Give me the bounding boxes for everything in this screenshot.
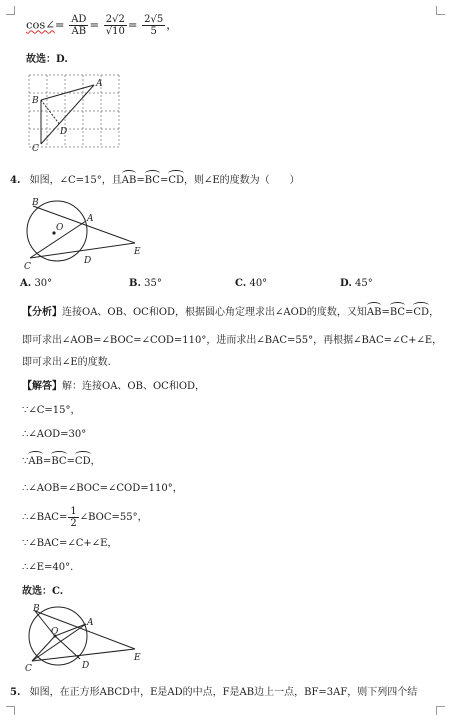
option-a[interactable]: A. 30° (20, 278, 53, 289)
question-4: 4. 如图，∠C=15°，且AB=BC=CD，则∠E的度数为（ ） (10, 175, 300, 186)
corner-mark-bottom-left (6, 706, 15, 715)
option-b[interactable]: B. 35° (129, 278, 162, 289)
solution-step-6: ∵∠BAC=∠C+∠E， (22, 538, 118, 549)
circle1-label-e: E (134, 247, 141, 257)
analysis-line-3: 即可求出∠E的度数. (22, 357, 111, 368)
cos-prefix: cos∠ (26, 17, 55, 32)
option-d[interactable]: D. 45° (340, 278, 373, 289)
fraction-one-half: $\frac{1}{2}$ (70, 506, 77, 529)
circle1-label-b: B (32, 198, 39, 208)
question-5: 5. 如图，在正方形ABCD中，E是AD的中点，F是AB边上一点，BF=3AF，则下列四个结 (10, 687, 418, 698)
grid-triangle-figure (24, 72, 124, 162)
choose-c: 故选：C. (22, 586, 64, 597)
circle2-label-b: B (33, 604, 40, 614)
fraction-2root2: $\frac{2√2}{√10}$ (105, 14, 125, 37)
circle1-label-o: O (56, 223, 64, 233)
option-c[interactable]: C. 40° (235, 278, 268, 289)
solution-step-5: ∴∠BAC= $\frac{1}{2}$ ∠BOC=55°， (22, 506, 148, 529)
solution-step-7: ∴∠E=40°． (22, 562, 81, 573)
choose-d: 故选：D. (26, 54, 68, 65)
circle1-label-d: D (84, 256, 92, 266)
circle2-label-d: D (82, 661, 90, 671)
solution-step-4: ∴∠AOB=∠BOC=∠COD=110°， (22, 483, 183, 494)
corner-mark-top-right (436, 6, 445, 15)
analysis-line-1: 【分析】连接OA、OB、OC和OD，根据圆心角定理求出∠AOD的度数，又知AB=BC=CD， (22, 307, 440, 318)
circle-figure-solution (22, 601, 152, 671)
solution-step-1: ∵∠C=15°， (22, 405, 81, 416)
corner-mark-top-left (6, 6, 15, 15)
circle2-label-o: O (51, 627, 59, 637)
grid-label-d: D (60, 127, 68, 137)
solution-head: 【解答】解：连接OA、OB、OC和OD， (22, 381, 206, 392)
circle-figure-question (22, 195, 152, 270)
grid-label-a: A (96, 79, 103, 89)
circle1-label-a: A (87, 214, 94, 224)
fraction-ad-ab: $\frac{AD}{AB}$ (71, 14, 87, 37)
circle2-label-a: A (87, 618, 94, 628)
solution-step-3: ∵AB=BC=CD， (22, 456, 101, 467)
grid-label-c: C (32, 144, 39, 154)
circle2-label-c: C (25, 664, 32, 671)
grid-label-b: B (32, 96, 39, 106)
analysis-line-2: 即可求出∠AOB=∠BOC=∠COD=110°，进而求出∠BAC=55°，再根据∠BAC=∠C+∠E， (22, 335, 443, 346)
circle2-label-e: E (134, 653, 141, 663)
circle1-label-c: C (24, 262, 31, 270)
solution-step-2: ∴∠AOD=30° (22, 429, 87, 440)
fraction-2root5: $\frac{2√5}{5}$ (144, 14, 164, 37)
cos-equation: cos∠= $\frac{AD}{AB}$ = $\frac{2√2}{√10}$ = $\frac{2√5}{5}$ ， (26, 14, 178, 37)
corner-mark-bottom-right (436, 706, 445, 715)
